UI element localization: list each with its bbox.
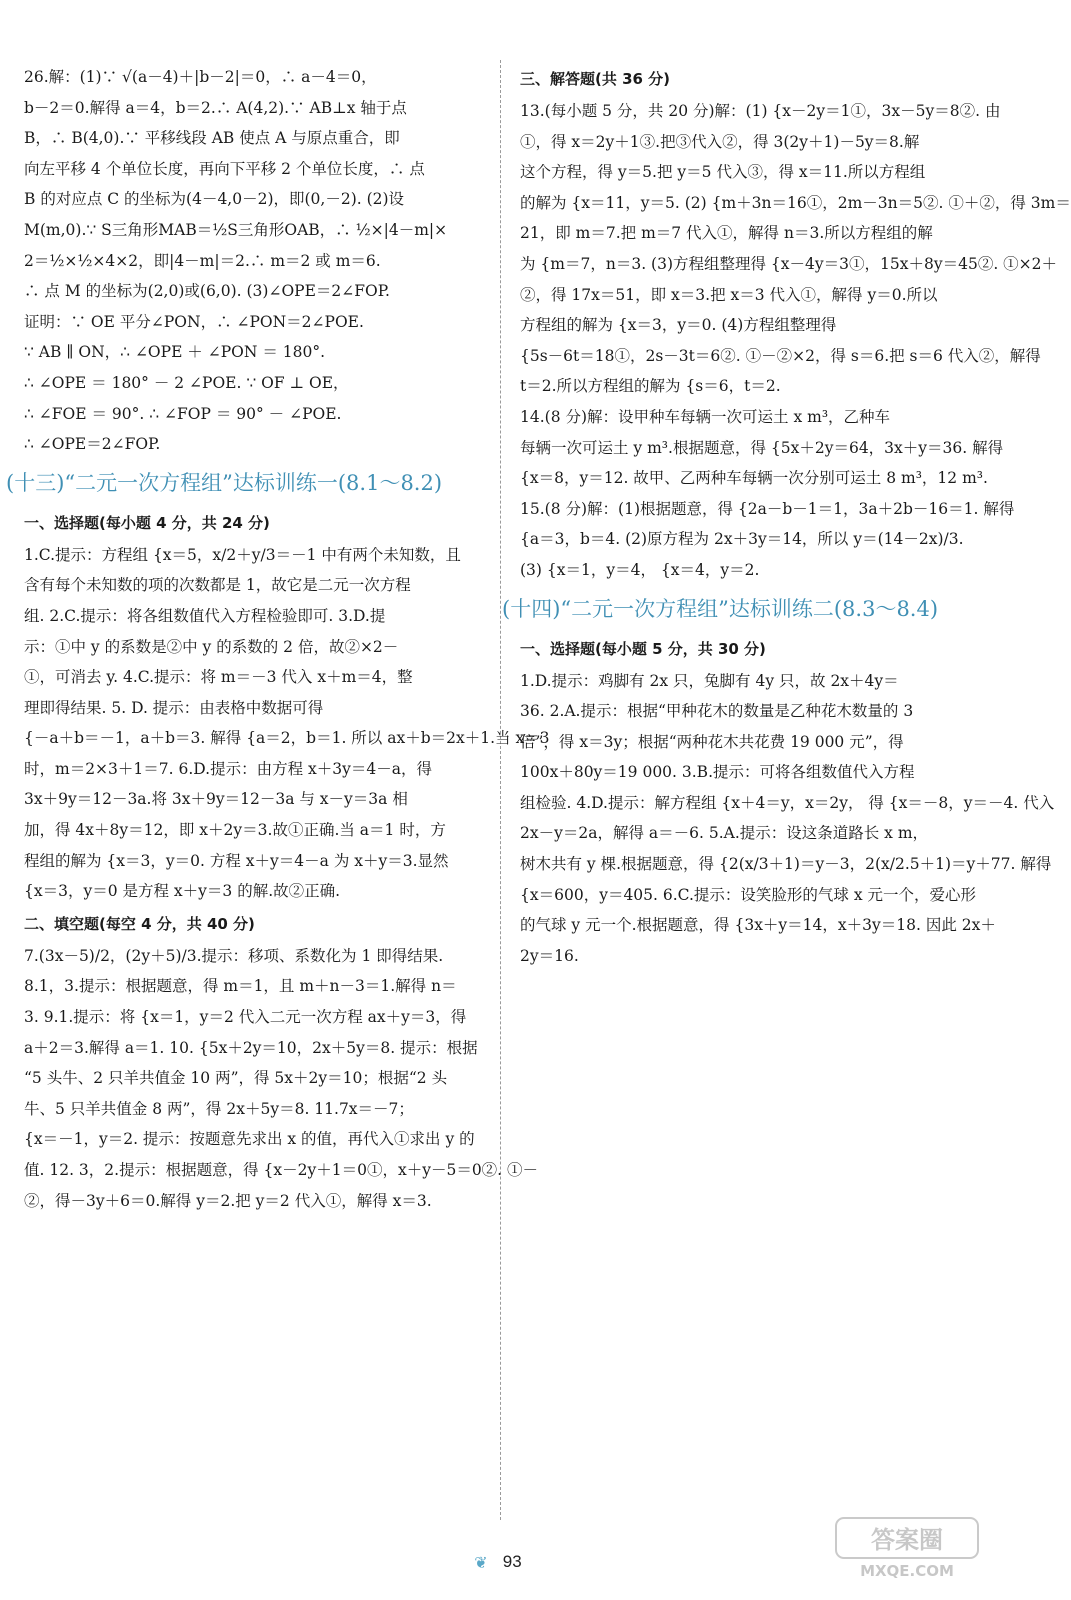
answer-text-line: 15.(8 分)解：(1)根据题意，得 {2a－b－1＝1，3a＋2b－16＝1. 解得 xyxy=(520,499,1015,518)
question-group-heading: 一、选择题(每小题 5 分，共 30 分) xyxy=(520,639,766,658)
question-group-heading: 一、选择题(每小题 4 分，共 24 分) xyxy=(24,513,270,532)
answer-text-line: {－a＋b＝－1，a＋b＝3. 解得 {a＝2，b＝1. 所以 ax＋b＝2x＋1.当 x＝3 xyxy=(24,729,550,748)
answer-text-line: ②，得－3y＋6＝0.解得 y＝2.把 y＝2 代入①，解得 x＝3. xyxy=(24,1191,432,1210)
answer-text-line: 8.1，3.提示：根据题意，得 m＝1，且 m＋n－3＝1.解得 n＝ xyxy=(24,977,457,996)
answer-text-line: t＝2.所以方程组的解为 {s＝6，t＝2. xyxy=(520,377,781,396)
answer-text-line: a＋2＝3.解得 a＝1. 10. {5x＋2y＝10，2x＋5y＝8. 提示：根据 xyxy=(24,1038,478,1057)
answer-text-line: B 的对应点 C 的坐标为(4－4,0－2)，即(0,－2). (2)设 xyxy=(24,190,405,209)
answer-text-line: 的气球 y 元一个.根据题意，得 {3x＋y＝14，x＋3y＝18. 因此 2x＋ xyxy=(520,916,996,935)
answer-text-line: 时，m＝2×3＋1＝7. 6.D.提示：由方程 x＋3y＝4－a，得 xyxy=(24,759,432,778)
svg-text:答案圈: 答案圈 xyxy=(871,1526,943,1554)
answer-text-line: ∵ AB ∥ ON，∴ ∠OPE ＋ ∠PON ＝ 180°. xyxy=(24,343,326,362)
answer-text-line: 加，得 4x＋8y＝12，即 x＋2y＝3.故①正确.当 a＝1 时，方 xyxy=(24,821,446,840)
answer-text-line: {x＝8，y＝12. 故甲、乙两种车每辆一次分别可运土 8 m³，12 m³. xyxy=(520,469,988,488)
answer-text-line: b－2＝0.解得 a＝4，b＝2.∴ A(4,2).∵ AB⊥x 轴于点 xyxy=(24,98,407,117)
answer-text-line: 每辆一次可运土 y m³.根据题意，得 {5x＋2y＝64，3x＋y＝36. 解得 xyxy=(520,438,1004,457)
answer-text-line: 方程组的解为 {x＝3，y＝0. (4)方程组整理得 xyxy=(520,316,837,335)
answer-text-line: 2＝½×½×4×2，即|4－m|＝2.∴ m＝2 或 m＝6. xyxy=(24,251,381,270)
answer-text-line: 3. 9.1.提示：将 {x＝1，y＝2 代入二元一次方程 ax＋y＝3，得 xyxy=(24,1008,467,1027)
answer-text-line: ②，得 17x＝51，即 x＝3.把 x＝3 代入①，解得 y＝0.所以 xyxy=(520,285,938,304)
answer-text-line: 100x＋80y＝19 000. 3.B.提示：可将各组数值代入方程 xyxy=(520,763,915,782)
answer-text-line: 2y＝16. xyxy=(520,946,579,965)
right-column xyxy=(502,62,1071,971)
answer-text-line: 值. 12. 3，2.提示：根据题意，得 {x－2y＋1＝0①，x＋y－5＝0②. ①－ xyxy=(24,1161,539,1179)
svg-text:MXQE.COM: MXQE.COM xyxy=(860,1562,954,1580)
section-title: (十四)“二元一次方程组”达标训练二(8.3～8.4) xyxy=(502,596,939,621)
answer-text-line: 2x－y＝2a，解得 a＝－6. 5.A.提示：设这条道路长 x m， xyxy=(520,824,929,843)
answer-text-line: 1.C.提示：方程组 {x＝5，x/2＋y/3＝－1 中有两个未知数，且 xyxy=(24,545,461,564)
leaf-ornament-icon: ❦ xyxy=(474,1553,488,1572)
answer-text-line: ①，得 x＝2y＋1③.把③代入②，得 3(2y＋1)－5y＝8.解 xyxy=(520,132,920,151)
answer-text-line: 1.D.提示：鸡脚有 2x 只，兔脚有 4y 只，故 2x＋4y＝ xyxy=(520,671,899,690)
answer-text-line: {x＝－1，y＝2. 提示：按题意先求出 x 的值，再代入①求出 y 的 xyxy=(24,1130,475,1149)
answer-text-line: 含有每个未知数的项的次数都是 1，故它是二元一次方程 xyxy=(24,576,411,595)
answer-text-line: 36. 2.A.提示：根据“甲种花木的数量是乙种花木数量的 3 xyxy=(520,702,914,721)
answer-text-line: ∴ ∠OPE ＝ 180° － 2 ∠POE. ∵ OF ⊥ OE， xyxy=(24,373,349,392)
answer-text-line: 牛、5 只羊共值金 8 两”，得 2x＋5y＝8. 11.7x＝－7； xyxy=(24,1099,414,1118)
answer-text-line: 示：①中 y 的系数是②中 y 的系数的 2 倍，故②×2－ xyxy=(24,637,399,656)
answer-text-line: (3) {x＝1，y＝4， {x＝4，y＝2. xyxy=(520,560,760,579)
answer-text-line: 21，即 m＝7.把 m＝7 代入①，解得 n＝3.所以方程组的解 xyxy=(520,224,933,243)
column-divider xyxy=(500,60,501,1520)
page-number: 93 xyxy=(502,1552,522,1571)
answer-text-line: B，∴ B(4,0).∵ 平移线段 AB 使点 A 与原点重合，即 xyxy=(24,129,400,148)
answer-text-line: {5s－6t＝18①，2s－3t＝6②. ①－②×2，得 s＝6.把 s＝6 代入②，解得 xyxy=(520,346,1041,365)
answer-text-line: 向左平移 4 个单位长度，再向下平移 2 个单位长度，∴ 点 xyxy=(24,159,425,178)
answer-text-line: 26.解：(1)∵ √(a－4)＋|b－2|＝0，∴ a－4＝0， xyxy=(24,68,377,86)
answer-text-line: 组检验. 4.D.提示：解方程组 {x＋4＝y，x＝2y， 得 {x＝－8，y＝－4. 代入 xyxy=(520,793,1055,812)
answer-text-line: ∴ ∠OPE＝2∠FOP. xyxy=(24,435,161,454)
answer-text-line: M(m,0).∵ S三角形MAB＝½S三角形OAB，∴ ½×|4－m|× xyxy=(24,220,448,239)
answer-text-line: 14.(8 分)解：设甲种车每辆一次可运土 x m³，乙种车 xyxy=(520,407,891,426)
answer-text-line: 程组的解为 {x＝3，y＝0. 方程 x＋y＝4－a 为 x＋y＝3.显然 xyxy=(24,851,449,870)
answer-text-line: {x＝600，y＝405. 6.C.提示：设笑脸形的气球 x 元一个，爱心形 xyxy=(520,885,977,904)
answer-text-line: 13.(每小题 5 分，共 20 分)解：(1) {x－2y＝1①，3x－5y＝8②. 由 xyxy=(520,102,1001,120)
answer-text-line: ∴ 点 M 的坐标为(2,0)或(6,0). (3)∠OPE＝2∠FOP. xyxy=(24,282,390,301)
answer-text-line: 的解为 {x＝11，y＝5. (2) {m＋3n＝16①，2m－3n＝5②. ①＋②，得 3m＝ xyxy=(520,193,1071,212)
answer-text-line: ①，可消去 y. 4.C.提示：将 m＝－3 代入 x＋m＝4，整 xyxy=(24,668,413,687)
answer-text-line: 这个方程，得 y＝5.把 y＝5 代入③，得 x＝11.所以方程组 xyxy=(520,163,926,182)
answer-text-line: 树木共有 y 棵.根据题意，得 {2(x/3＋1)＝y－3，2(x/2.5＋1)＝y＋77. 解得 xyxy=(520,855,1052,874)
answer-text-line: 3x＋9y＝12－3a.将 3x＋9y＝12－3a 与 x－y＝3a 相 xyxy=(24,790,408,809)
answer-text-line: 7.(3x－5)/2，(2y＋5)/3.提示：移项、系数化为 1 即得结果. xyxy=(24,946,444,965)
answer-text-line: ∴ ∠FOE ＝ 90°. ∴ ∠FOP ＝ 90° － ∠POE. xyxy=(24,404,342,423)
answer-text-line: 组. 2.C.提示：将各组数值代入方程检验即可. 3.D.提 xyxy=(24,606,386,625)
watermark-logo-icon xyxy=(832,1512,982,1582)
question-group-heading: 三、解答题(共 36 分) xyxy=(520,70,671,88)
answer-text-line: 为 {m＝7，n＝3. (3)方程组整理得 {x－4y＝3①，15x＋8y＝45②. ①×2＋ xyxy=(520,254,1058,273)
answer-text-line: 证明：∵ OE 平分∠PON，∴ ∠PON＝2∠POE. xyxy=(24,312,364,331)
answer-text-line: 倍”，得 x＝3y；根据“两种花木共花费 19 000 元”，得 xyxy=(520,732,904,751)
section-title: (十三)“二元一次方程组”达标训练一(8.1～8.2) xyxy=(6,470,443,495)
answer-text-line: {a＝3，b＝4. (2)原方程为 2x＋3y＝14，所以 y＝(14－2x)/3. xyxy=(520,530,964,549)
answer-text-line: 理即得结果. 5. D. 提示：由表格中数据可得 xyxy=(24,698,324,717)
answer-text-line: {x＝3，y＝0 是方程 x＋y＝3 的解.故②正确. xyxy=(24,882,341,901)
question-group-heading: 二、填空题(每空 4 分，共 40 分) xyxy=(24,914,255,933)
answer-text-line: “5 头牛、2 只羊共值金 10 两”，得 5x＋2y＝10；根据“2 头 xyxy=(24,1069,448,1088)
